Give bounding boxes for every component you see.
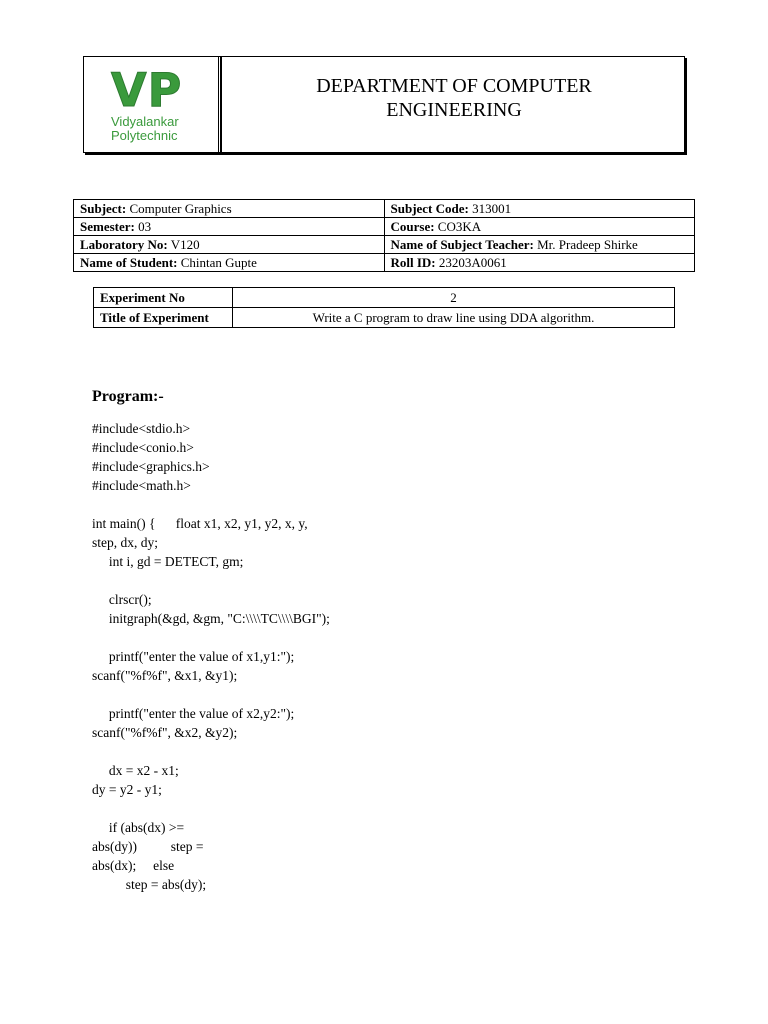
lab-cell: Laboratory No: V120 [74,236,385,254]
experiment-no-value: 2 [233,288,675,308]
logo-line-1: Vidyalankar [111,114,179,129]
table-row [74,200,695,218]
table-row [74,254,695,272]
department-line-1: DEPARTMENT OF COMPUTER [316,74,592,97]
table-row [74,218,695,236]
semester-cell: Semester: 03 [74,218,385,236]
table-row [94,288,675,308]
experiment-title-value: Write a C program to draw line using DDA algorithm. [233,308,675,328]
logo [84,57,219,152]
student-cell: Name of Student: Chintan Gupte [74,254,385,272]
department-title [220,57,686,152]
header-box [83,56,685,153]
subject-code-cell: Subject Code: 313001 [384,200,695,218]
course-cell: Course: CO3KA [384,218,695,236]
experiment-table [93,287,675,328]
program-heading: Program:- [92,388,164,405]
program-code: #include<stdio.h> #include<conio.h> #include<graphics.h> #include<math.h> int main() { float x1, x2, y1, y2, x, y, step, dx, dy; int i, gd = DETECT, gm; clrscr(); initgraph(&gd, &gm, "C:\\\\TC\\\\BGI"); printf("enter the value of x1,y1:"); scanf("%f%f", &x1, &y1); printf("enter the value of x2,y2:"); scanf("%f%f", &x2, &y2); dx = x2 - x1; dy = y2 - y1; if (abs(dx) >= abs(dy)) step = abs(dx); else step = abs(dy); [92,421,330,892]
experiment-title-label: Title of Experiment [94,308,233,328]
roll-cell: Roll ID: 23203A0061 [384,254,695,272]
department-line-2: ENGINEERING [386,98,522,121]
logo-initials: VP [111,63,183,117]
subject-cell: Subject: Computer Graphics [74,200,385,218]
table-row [94,308,675,328]
logo-name [111,115,179,143]
experiment-no-label: Experiment No [94,288,233,308]
table-row [74,236,695,254]
teacher-cell: Name of Subject Teacher: Mr. Pradeep Shirke [384,236,695,254]
info-table [73,199,695,272]
logo-line-2: Polytechnic [111,128,178,143]
